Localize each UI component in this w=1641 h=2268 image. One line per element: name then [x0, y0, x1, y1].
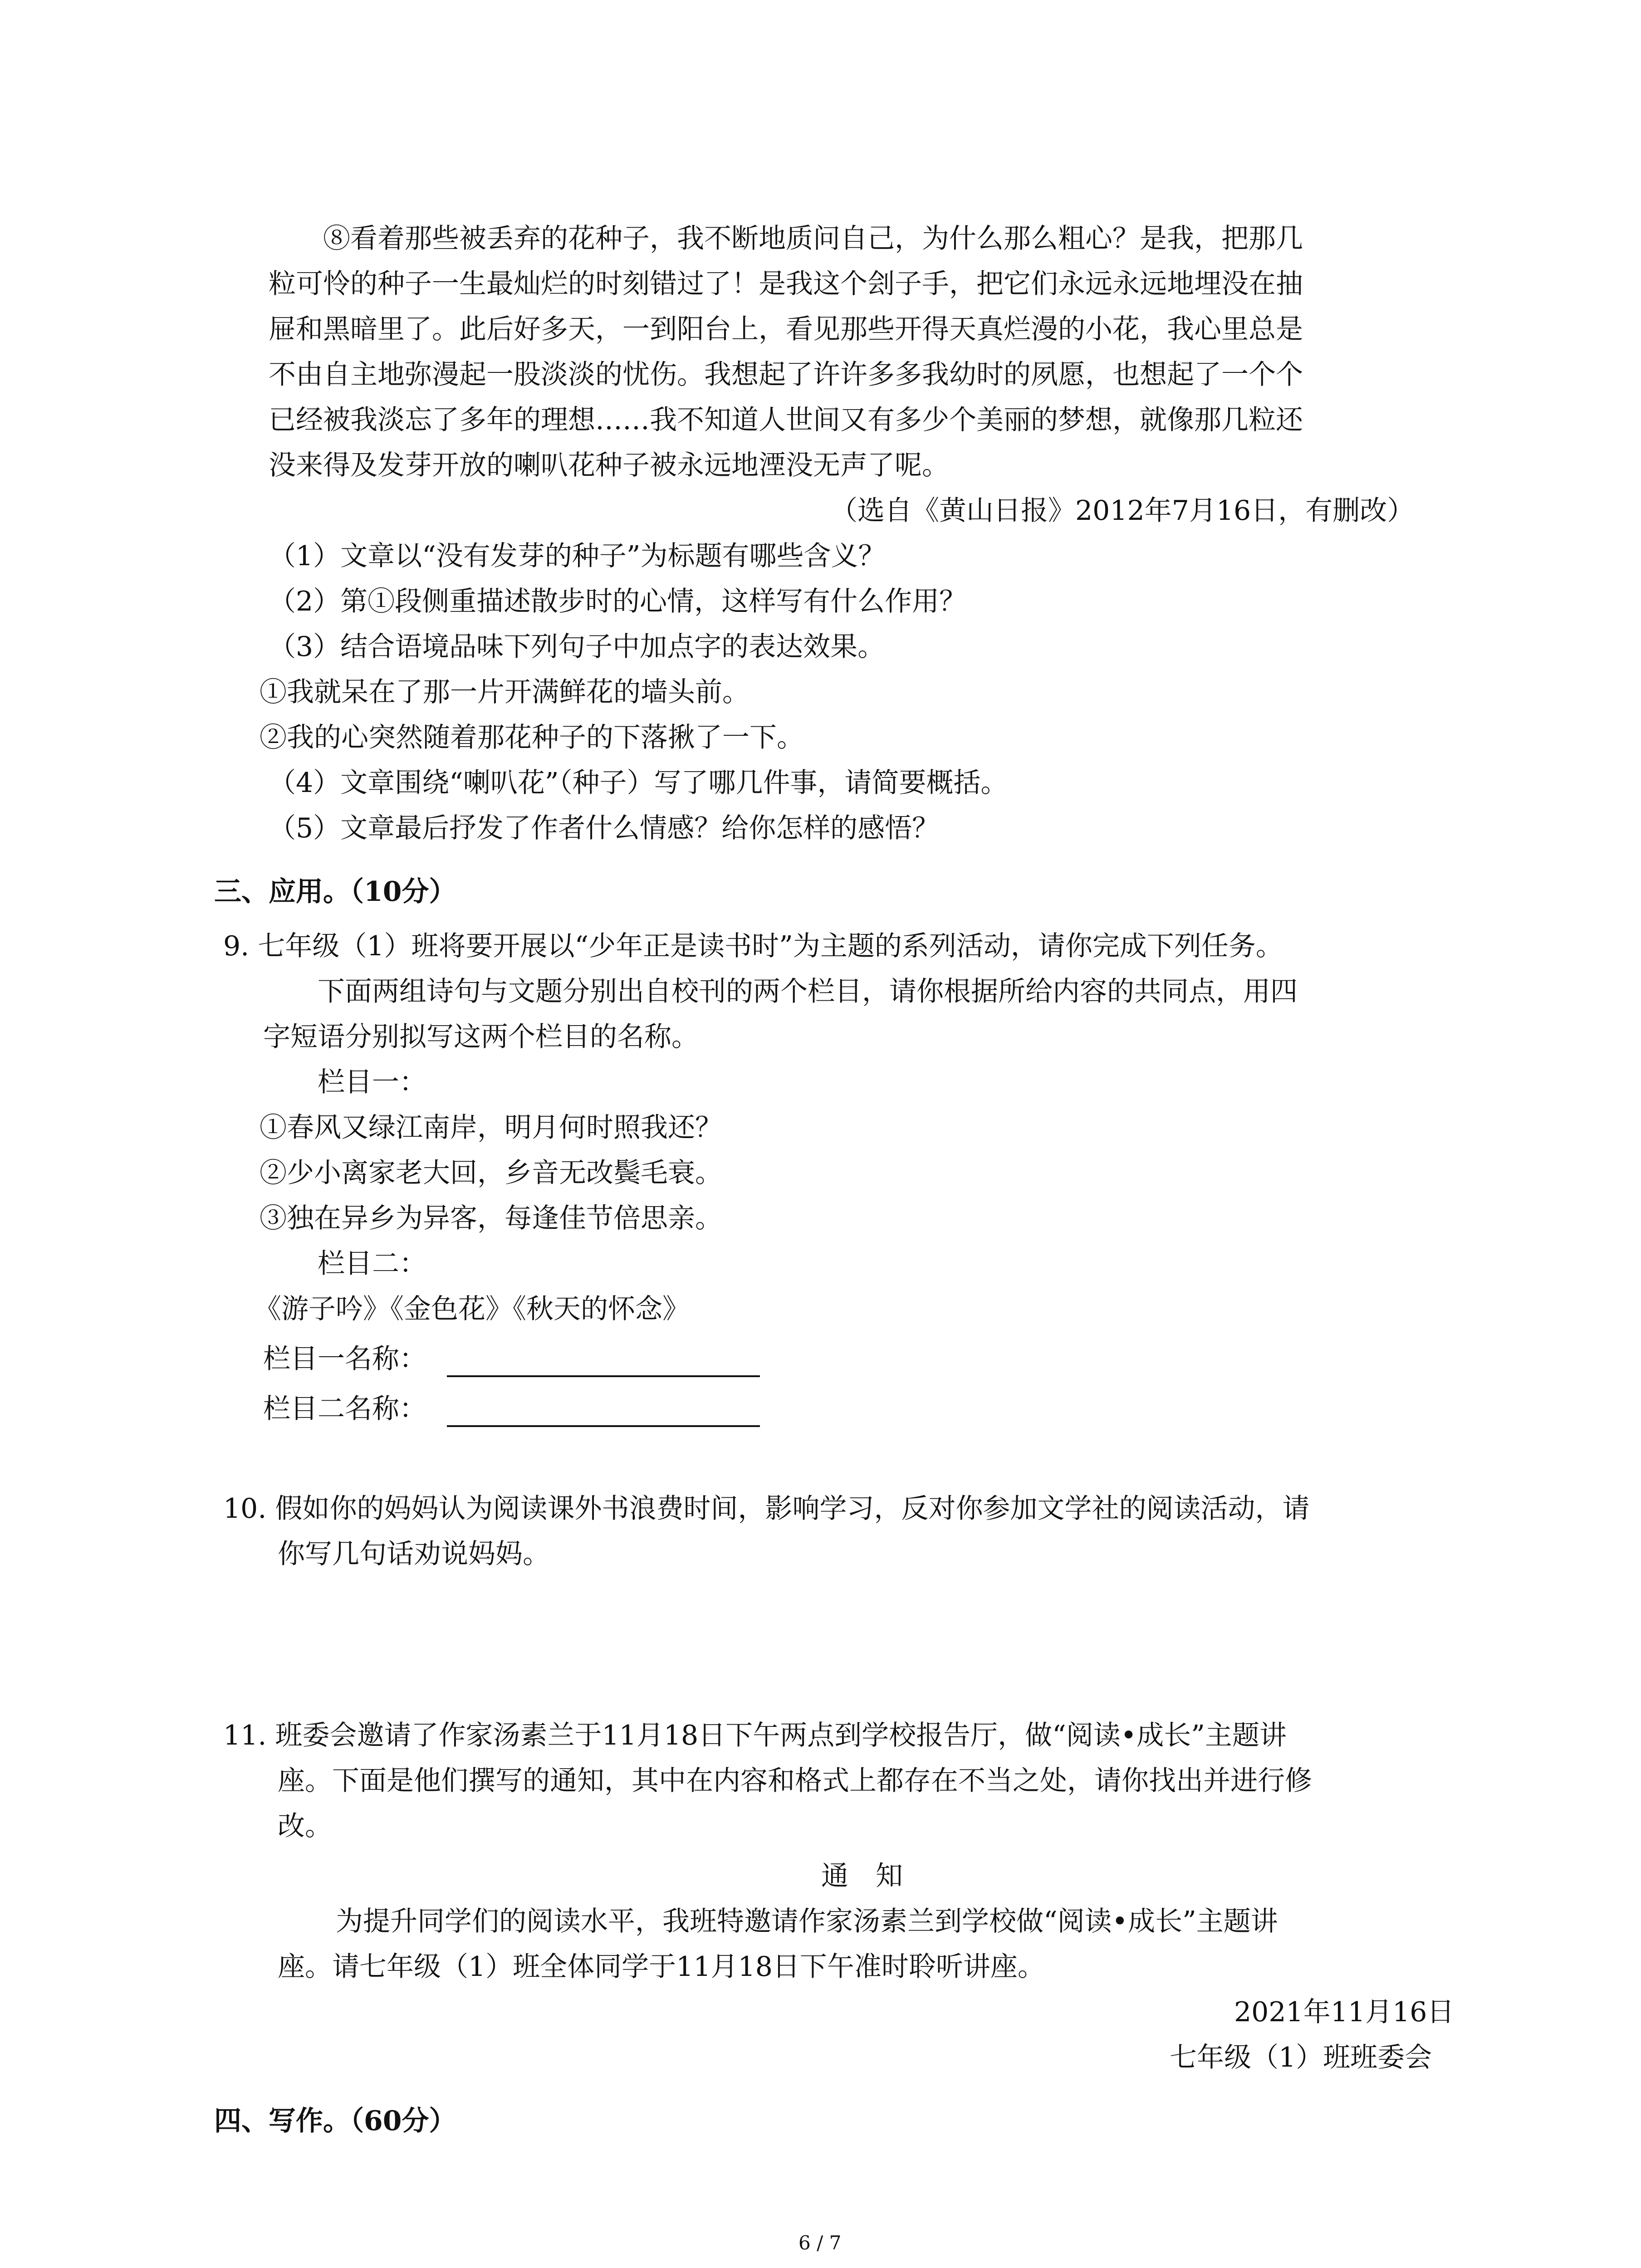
column-2-name-label: 栏目二名称： [263, 1393, 426, 1425]
page-number: 6 / 7 [798, 2232, 842, 2254]
passage-line: 不由自主地弥漫起一股淡淡的忧伤。我想起了许许多多我幼时的夙愿，也想起了一个个 [269, 359, 1303, 391]
column-1-name-blank[interactable] [447, 1375, 760, 1377]
column-2-items: 《游子吟》《金色花》《秋天的怀念》 [254, 1293, 690, 1325]
question-5: （5）文章最后抒发了作者什么情感？给你怎样的感悟？ [269, 812, 940, 844]
question-2: （2）第①段侧重描述散步时的心情，这样写有什么作用？ [269, 586, 967, 617]
notice-date: 2021年11月16日 [1234, 1996, 1455, 2028]
q11-line: 改。 [278, 1810, 332, 1842]
q9-line: 字短语分别拟写这两个栏目的名称。 [263, 1021, 699, 1053]
notice-signer: 七年级（1）班班委会 [1170, 2042, 1432, 2073]
q11-line: 座。下面是他们撰写的通知，其中在内容和格式上都存在不当之处，请你找出并进行修 [278, 1765, 1312, 1797]
passage-line: ⑧看着那些被丢弃的花种子，我不断地质问自己，为什么那么粗心？是我，把那几 [323, 223, 1303, 254]
column-2-name-blank[interactable] [447, 1425, 760, 1427]
column-1-item: ③独在异乡为异客，每逢佳节倍思亲。 [260, 1202, 722, 1234]
question-4: （4）文章围绕“喇叭花”（种子）写了哪几件事，请简要概括。 [269, 767, 1008, 799]
q10-line: 10. 假如你的妈妈认为阅读课外书浪费时间，影响学习，反对你参加文学社的阅读活动，请 [223, 1493, 1310, 1525]
column-1-label: 栏目一： [318, 1066, 426, 1098]
passage-line: 已经被我淡忘了多年的理想……我不知道人世间又有多少个美丽的梦想，就像那几粒还 [269, 404, 1303, 436]
section-4-heading: 四、写作。（60分） [214, 2105, 456, 2137]
column-1-item: ②少小离家老大回，乡音无改鬓毛衰。 [260, 1157, 722, 1189]
passage-line: 没来得及发芽开放的喇叭花种子被永远地湮没无声了呢。 [269, 450, 949, 481]
column-2-label: 栏目二： [318, 1248, 426, 1280]
passage-source: （选自《黄山日报》2012年7月16日，有删改） [830, 495, 1415, 527]
section-3-heading: 三、应用。（10分） [214, 876, 456, 908]
column-1-item: ①春风又绿江南岸，明月何时照我还？ [260, 1112, 722, 1144]
question-3-sentence-1: ①我就呆在了那一片开满鲜花的墙头前。 [260, 676, 749, 708]
notice-line: 为提升同学们的阅读水平，我班特邀请作家汤素兰到学校做“阅读•成长”主题讲 [336, 1906, 1278, 1937]
notice-title: 通 知 [821, 1860, 903, 1892]
q9-line: 下面两组诗句与文题分别出自校刊的两个栏目，请你根据所给内容的共同点，用四 [318, 976, 1298, 1007]
question-3-sentence-2: ②我的心突然随着那花种子的下落揪了一下。 [260, 722, 804, 753]
q11-line: 11. 班委会邀请了作家汤素兰于11月18日下午两点到学校报告厅，做“阅读•成长”主题讲 [223, 1720, 1287, 1751]
column-1-name-label: 栏目一名称： [263, 1343, 426, 1375]
question-3: （3）结合语境品味下列句子中加点字的表达效果。 [269, 631, 885, 663]
notice-line: 座。请七年级（1）班全体同学于11月18日下午准时聆听讲座。 [278, 1951, 1045, 1983]
passage-line: 粒可怜的种子一生最灿烂的时刻错过了！是我这个刽子手，把它们永远永远地埋没在抽 [269, 268, 1303, 300]
q10-line: 你写几句话劝说妈妈。 [278, 1538, 550, 1570]
question-1: （1）文章以“没有发芽的种子”为标题有哪些含义？ [269, 540, 886, 572]
q9-line: 9. 七年级（1）班将要开展以“少年正是读书时”为主题的系列活动，请你完成下列任务。 [223, 930, 1283, 962]
passage-line: 屉和黑暗里了。此后好多天，一到阳台上，看见那些开得天真烂漫的小花，我心里总是 [269, 313, 1303, 345]
